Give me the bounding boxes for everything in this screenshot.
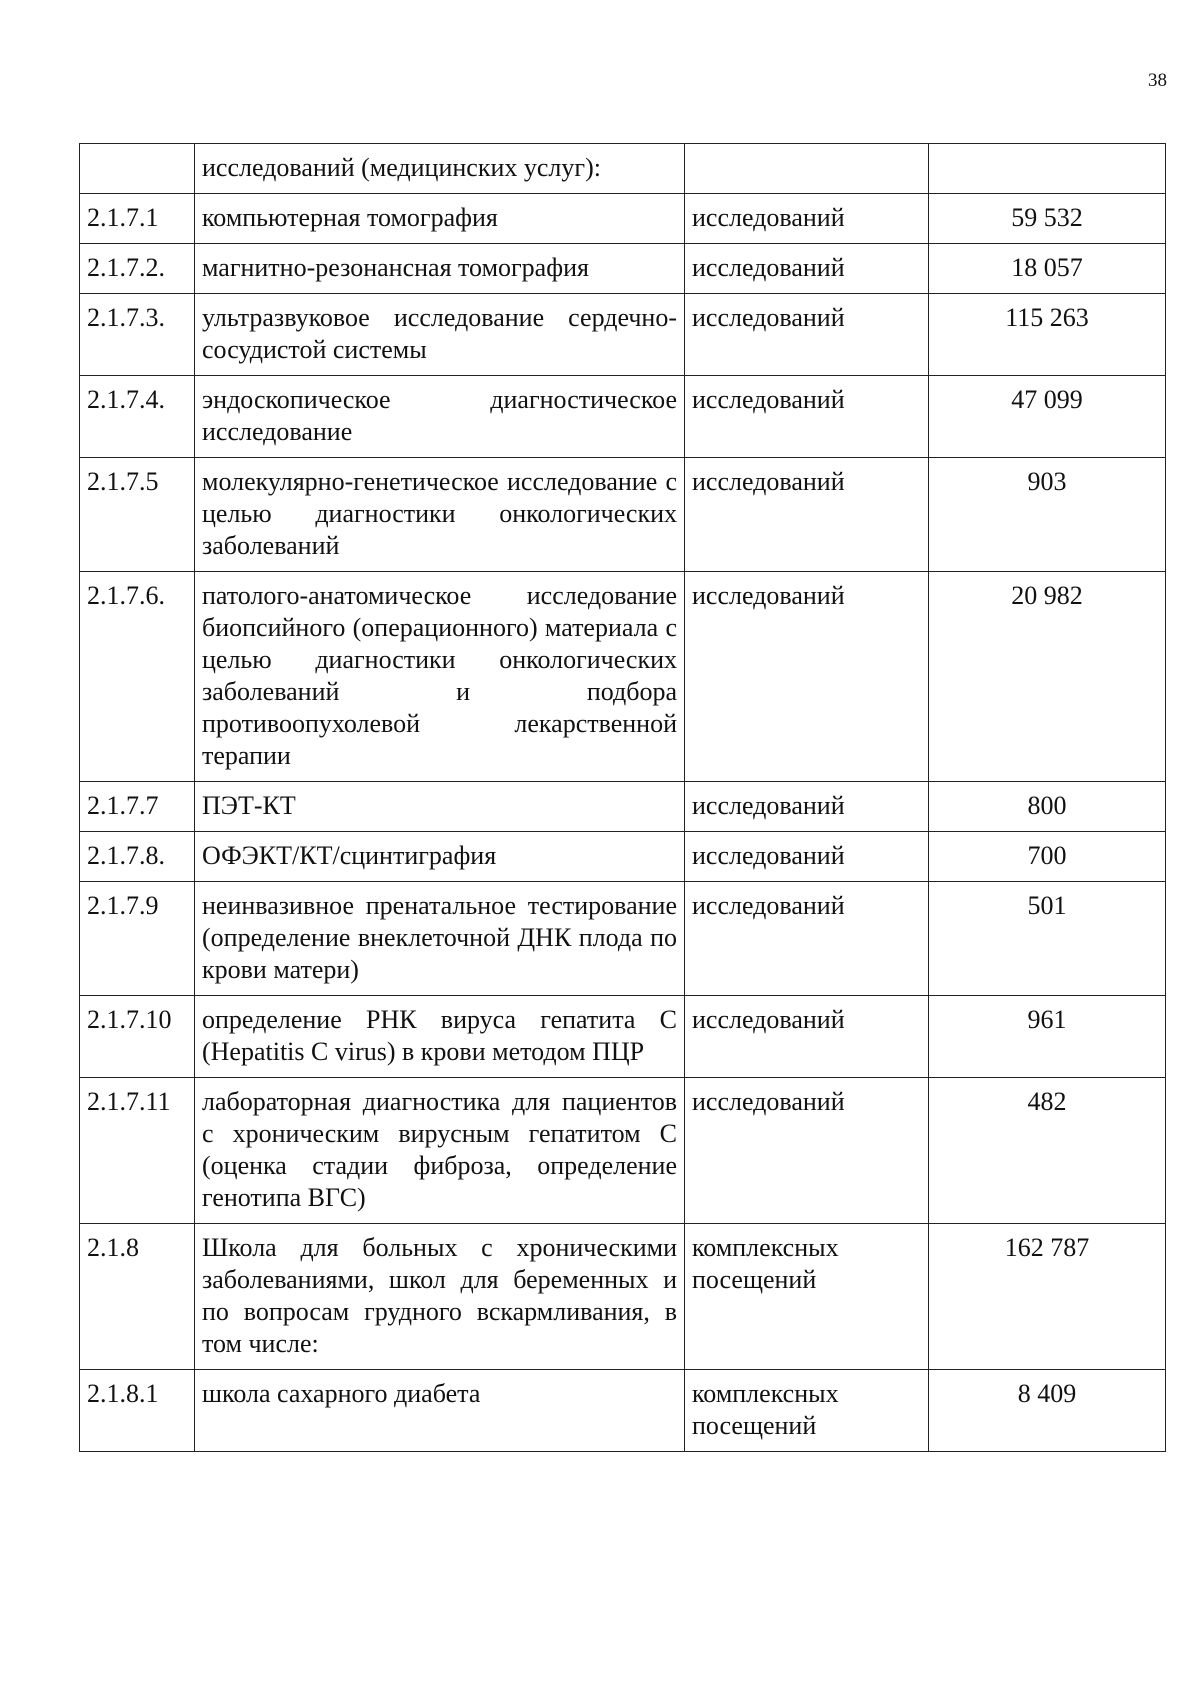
row-unit: исследований <box>685 996 929 1078</box>
row-name: ультразвуковое исследование сердечно-сосудистой системы <box>195 294 685 376</box>
table-row <box>80 996 1166 1078</box>
row-number: 2.1.7.3. <box>80 294 195 376</box>
row-number: 2.1.7.4. <box>80 376 195 458</box>
row-name: компьютерная томография <box>195 194 685 244</box>
row-name: неинвазивное пренатальное тестирование (определение внеклеточной ДНК плода по крови матери) <box>195 882 685 996</box>
row-unit <box>685 144 929 194</box>
row-unit: исследований <box>685 882 929 996</box>
row-number: 2.1.8.1 <box>80 1370 195 1452</box>
table-row <box>80 882 1166 996</box>
row-value: 903 <box>929 458 1166 572</box>
row-name: лабораторная диагностика для пациентов с хроническим вирусным гепатитом С (оценка стадии фиброза, определение генотипа ВГС) <box>195 1078 685 1224</box>
row-number <box>80 144 195 194</box>
row-name: Школа для больных с хроническими заболеваниями, школ для беременных и по вопросам грудного вскармливания, в том числе: <box>195 1224 685 1370</box>
row-value: 18 057 <box>929 244 1166 294</box>
row-number: 2.1.7.8. <box>80 832 195 882</box>
row-unit: исследований <box>685 194 929 244</box>
row-value: 8 409 <box>929 1370 1166 1452</box>
row-value <box>929 144 1166 194</box>
row-value: 59 532 <box>929 194 1166 244</box>
table-row <box>80 194 1166 244</box>
row-number: 2.1.7.2. <box>80 244 195 294</box>
table-row <box>80 294 1166 376</box>
row-number: 2.1.8 <box>80 1224 195 1370</box>
row-name: эндоскопическое диагностическое исследование <box>195 376 685 458</box>
row-unit: исследований <box>685 376 929 458</box>
table-row <box>80 1078 1166 1224</box>
row-value: 482 <box>929 1078 1166 1224</box>
row-name: исследований (медицинских услуг): <box>195 144 685 194</box>
table-row <box>80 144 1166 194</box>
table-row <box>80 376 1166 458</box>
row-unit: исследований <box>685 832 929 882</box>
row-value: 501 <box>929 882 1166 996</box>
row-number: 2.1.7.9 <box>80 882 195 996</box>
row-unit: комплексных посещений <box>685 1370 929 1452</box>
data-table <box>79 143 1166 1452</box>
table-row <box>80 1370 1166 1452</box>
row-name: патолого-анатомическое исследование биопсийного (операционного) материала с целью диагностики онкологических заболеваний и подбора противоопухолевой лекарственной терапии <box>195 572 685 782</box>
row-value: 700 <box>929 832 1166 882</box>
row-unit: комплексных посещений <box>685 1224 929 1370</box>
row-unit: исследований <box>685 782 929 832</box>
row-name: ПЭТ-КТ <box>195 782 685 832</box>
row-number: 2.1.7.11 <box>80 1078 195 1224</box>
table-row <box>80 1224 1166 1370</box>
row-name: магнитно-резонансная томография <box>195 244 685 294</box>
row-number: 2.1.7.7 <box>80 782 195 832</box>
row-name: определение РНК вируса гепатита С (Hepatitis C virus) в крови методом ПЦР <box>195 996 685 1078</box>
row-value: 800 <box>929 782 1166 832</box>
row-unit: исследований <box>685 294 929 376</box>
row-unit: исследований <box>685 244 929 294</box>
row-name: школа сахарного диабета <box>195 1370 685 1452</box>
row-number: 2.1.7.5 <box>80 458 195 572</box>
row-number: 2.1.7.6. <box>80 572 195 782</box>
row-value: 20 982 <box>929 572 1166 782</box>
row-value: 162 787 <box>929 1224 1166 1370</box>
table-row <box>80 832 1166 882</box>
table-row <box>80 782 1166 832</box>
table-row <box>80 244 1166 294</box>
row-name: молекулярно-генетическое исследование с целью диагностики онкологических заболеваний <box>195 458 685 572</box>
row-unit: исследований <box>685 572 929 782</box>
row-number: 2.1.7.10 <box>80 996 195 1078</box>
row-value: 961 <box>929 996 1166 1078</box>
page-number: 38 <box>1148 70 1167 91</box>
row-name: ОФЭКТ/КТ/сцинтиграфия <box>195 832 685 882</box>
table-row <box>80 458 1166 572</box>
row-value: 115 263 <box>929 294 1166 376</box>
table-row <box>80 572 1166 782</box>
row-unit: исследований <box>685 458 929 572</box>
row-number: 2.1.7.1 <box>80 194 195 244</box>
row-unit: исследований <box>685 1078 929 1224</box>
row-value: 47 099 <box>929 376 1166 458</box>
